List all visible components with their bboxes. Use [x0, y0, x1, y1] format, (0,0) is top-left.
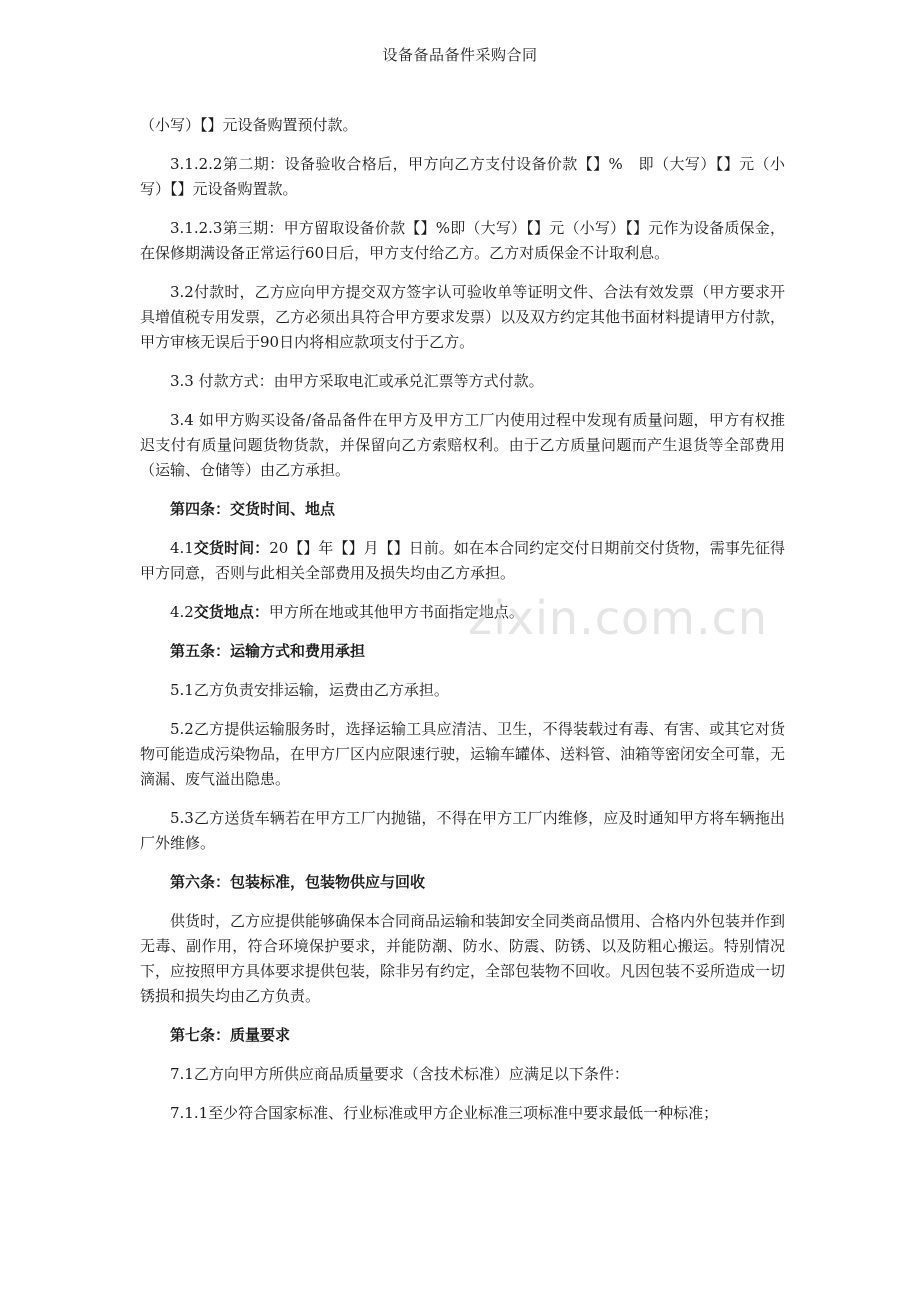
paragraph-3-1-2-2: 3.1.2.2第二期：设备验收合格后，甲方向乙方支付设备价款【】% 即（大写）【】元（小写）【】元设备购置款。 [140, 155, 785, 198]
paragraph-3-1-2-3: 3.1.2.3第三期：甲方留取设备价款【】%即（大写）【】元（小写）【】元作为设备质保金，在保修期满设备正常运行60日后，甲方支付给乙方。乙方对质保金不计取利息。 [140, 219, 785, 262]
paragraph-7-1: 7.1乙方向甲方所供应商品质量要求（含技术标准）应满足以下条件： [170, 1065, 629, 1083]
paragraph-prepayment-tail: （小写）【】元设备购置预付款。 [140, 116, 358, 134]
paragraph-packaging: 供货时，乙方应提供能够确保本合同商品运输和装卸安全同类商品惯用、合格内外包装并作到无毒、副作用，符合环境保护要求，并能防潮、防水、防震、防锈、以及防粗心搬运。特别情况下，应按照甲方具体要求提供包装，除非另有约定，全部包装物不回收。凡因包装不妥所造成一切锈损和损失均由乙方负责。 [140, 912, 786, 1005]
delivery-place-label: 交货地点： [193, 603, 269, 621]
heading-article-7: 第七条：质量要求 [170, 1026, 291, 1044]
paragraph-3-3: 3.3 付款方式：由甲方采取电汇或承兑汇票等方式付款。 [170, 372, 544, 390]
document-body [140, 113, 785, 1140]
svg-text:zixin.com.cn: zixin.com.cn [468, 591, 769, 645]
heading-article-4: 第四条：交货时间、地点 [170, 500, 336, 518]
paragraph-4-2 [140, 600, 785, 625]
paragraph-5-3: 5.3乙方送货车辆若在甲方工厂内抛锚，不得在甲方工厂内维修，应及时通知甲方将车辆拖出厂外维修。 [140, 809, 785, 852]
paragraph-3-2: 3.2付款时，乙方应向甲方提交双方签字认可验收单等证明文件、合法有效发票（甲方要求开具增值税专用发票，乙方必须出具符合甲方要求发票）以及双方约定其他书面材料提请甲方付款，甲方审核无误后于90日内将相应款项支付于乙方。 [140, 283, 786, 351]
delivery-place-text: 甲方所在地或其他甲方书面指定地点。 [268, 603, 524, 621]
heading-article-6: 第六条：包装标准，包装物供应与回收 [170, 873, 426, 891]
heading-article-5: 第五条：运输方式和费用承担 [170, 642, 366, 660]
page-header-title: 设备备品备件采购合同 [382, 46, 538, 64]
clause-number: 4.1 [170, 539, 194, 557]
delivery-time-text: 20【】年【】月【】日前。如在本合同约定交付日期前交付货物，需事先征得甲方同意，否则与此相关全部费用及损失均由乙方承担。 [140, 539, 785, 582]
paragraph-4-1 [140, 536, 785, 586]
paragraph-5-2: 5.2乙方提供运输服务时，选择运输工具应清洁、卫生，不得装载过有毒、有害、或其它对货物可能造成污染物品，在甲方厂区内应限速行驶，运输车罐体、送料管、油箱等密闭安全可靠，无滴漏、废气溢出隐患。 [140, 720, 786, 788]
paragraph-5-1: 5.1乙方负责安排运输，运费由乙方承担。 [170, 681, 449, 699]
paragraph-3-4: 3.4 如甲方购买设备/备品备件在甲方及甲方工厂内使用过程中发现有质量问题，甲方有权推迟支付有质量问题货物货款，并保留向乙方索赔权利。由于乙方质量问题而产生退货等全部费用（运输、仓储等）由乙方承担。 [140, 411, 785, 479]
delivery-time-label: 交货时间： [193, 539, 270, 557]
clause-number: 4.2 [170, 603, 194, 621]
paragraph-7-1-1: 7.1.1至少符合国家标准、行业标准或甲方企业标准三项标准中要求最低一种标准； [170, 1104, 719, 1122]
